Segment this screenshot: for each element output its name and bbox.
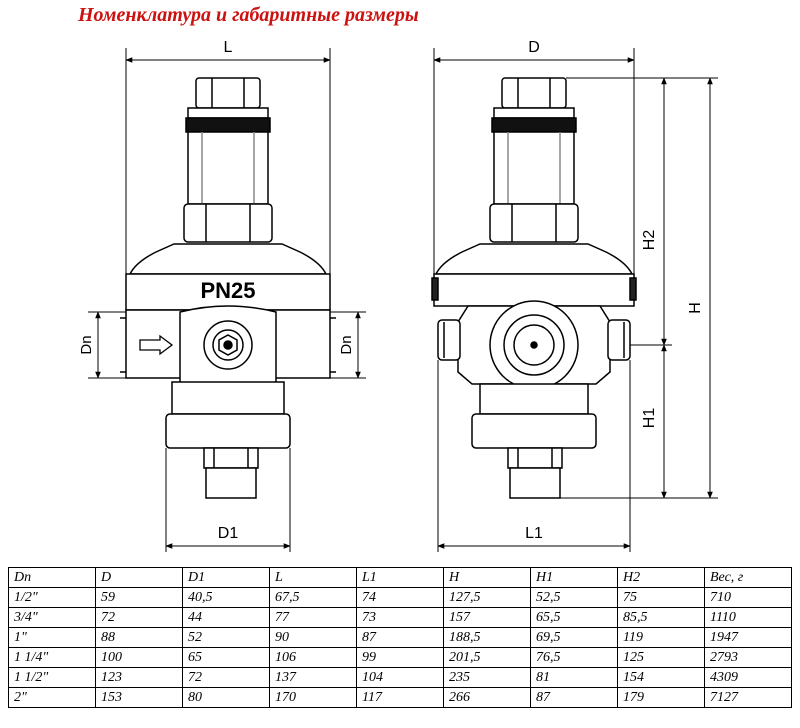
table-cell: 157 bbox=[444, 608, 531, 628]
dimension-D-label: D bbox=[528, 39, 540, 56]
table-cell: 235 bbox=[444, 668, 531, 688]
table-cell: 74 bbox=[357, 588, 444, 608]
table-cell: 117 bbox=[357, 688, 444, 708]
table-cell: 67,5 bbox=[270, 588, 357, 608]
table-cell: 87 bbox=[531, 688, 618, 708]
dimension-Dn-right-label: Dn bbox=[338, 335, 355, 355]
table-cell: 104 bbox=[357, 668, 444, 688]
table-cell: 137 bbox=[270, 668, 357, 688]
header-cell: Dn bbox=[9, 568, 96, 588]
table-row bbox=[9, 668, 792, 688]
table-cell: 106 bbox=[270, 648, 357, 668]
table-row bbox=[9, 608, 792, 628]
table-cell: 40,5 bbox=[183, 588, 270, 608]
table-cell: 7127 bbox=[705, 688, 792, 708]
table-cell: 1" bbox=[9, 628, 96, 648]
table-row bbox=[9, 688, 792, 708]
table-cell: 75 bbox=[618, 588, 705, 608]
table-cell: 3/4" bbox=[9, 608, 96, 628]
pressure-rating-label: PN25 bbox=[200, 278, 256, 303]
table-cell: 125 bbox=[618, 648, 705, 668]
dimension-D1-label: D1 bbox=[217, 525, 239, 542]
table-cell: 123 bbox=[96, 668, 183, 688]
table-cell: 87 bbox=[357, 628, 444, 648]
table-cell: 88 bbox=[96, 628, 183, 648]
table-cell: 119 bbox=[618, 628, 705, 648]
table-cell: 72 bbox=[96, 608, 183, 628]
dimension-H1-label: H1 bbox=[641, 407, 658, 429]
table-cell: 201,5 bbox=[444, 648, 531, 668]
table-cell: 154 bbox=[618, 668, 705, 688]
dimension-H-label: H bbox=[687, 302, 704, 314]
header-cell: H bbox=[444, 568, 531, 588]
table-cell: 59 bbox=[96, 588, 183, 608]
table-row bbox=[9, 588, 792, 608]
header-cell: Вес, г bbox=[705, 568, 792, 588]
table-cell: 52,5 bbox=[531, 588, 618, 608]
table-cell: 85,5 bbox=[618, 608, 705, 628]
table-cell: 4309 bbox=[705, 668, 792, 688]
table-cell: 170 bbox=[270, 688, 357, 708]
table-cell: 153 bbox=[96, 688, 183, 708]
table-cell: 179 bbox=[618, 688, 705, 708]
table-cell: 72 bbox=[183, 668, 270, 688]
header-cell: H1 bbox=[531, 568, 618, 588]
table-cell: 2" bbox=[9, 688, 96, 708]
header-cell: L bbox=[270, 568, 357, 588]
table-cell: 99 bbox=[357, 648, 444, 668]
header-cell: D1 bbox=[183, 568, 270, 588]
table-cell: 2793 bbox=[705, 648, 792, 668]
table-cell: 1 1/2" bbox=[9, 668, 96, 688]
table-cell: 1/2" bbox=[9, 588, 96, 608]
dimension-H2-label: H2 bbox=[641, 229, 658, 251]
table-cell: 76,5 bbox=[531, 648, 618, 668]
dimension-L1-label: L1 bbox=[525, 525, 543, 542]
table-cell: 90 bbox=[270, 628, 357, 648]
table-cell: 1110 bbox=[705, 608, 792, 628]
table-cell: 80 bbox=[183, 688, 270, 708]
table-cell: 73 bbox=[357, 608, 444, 628]
table-cell: 1 1/4" bbox=[9, 648, 96, 668]
table-cell: 1947 bbox=[705, 628, 792, 648]
header-cell: L1 bbox=[357, 568, 444, 588]
table-cell: 52 bbox=[183, 628, 270, 648]
table-cell: 266 bbox=[444, 688, 531, 708]
table-cell: 710 bbox=[705, 588, 792, 608]
header-cell: D bbox=[96, 568, 183, 588]
dimension-Dn-left-label: Dn bbox=[78, 335, 95, 355]
table-cell: 65,5 bbox=[531, 608, 618, 628]
header-cell: H2 bbox=[618, 568, 705, 588]
table-cell: 81 bbox=[531, 668, 618, 688]
table-cell: 77 bbox=[270, 608, 357, 628]
table-cell: 65 bbox=[183, 648, 270, 668]
table-header-row bbox=[9, 568, 792, 588]
table-cell: 127,5 bbox=[444, 588, 531, 608]
table-cell: 69,5 bbox=[531, 628, 618, 648]
table-row bbox=[9, 628, 792, 648]
table-cell: 188,5 bbox=[444, 628, 531, 648]
table-row bbox=[9, 648, 792, 668]
table-cell: 100 bbox=[96, 648, 183, 668]
valve-front-view bbox=[432, 78, 636, 498]
dimension-L-label: L bbox=[223, 39, 233, 56]
table-cell: 44 bbox=[183, 608, 270, 628]
page-title: Номенклатура и габаритные размеры bbox=[78, 4, 419, 26]
dimensions-table bbox=[8, 567, 792, 708]
